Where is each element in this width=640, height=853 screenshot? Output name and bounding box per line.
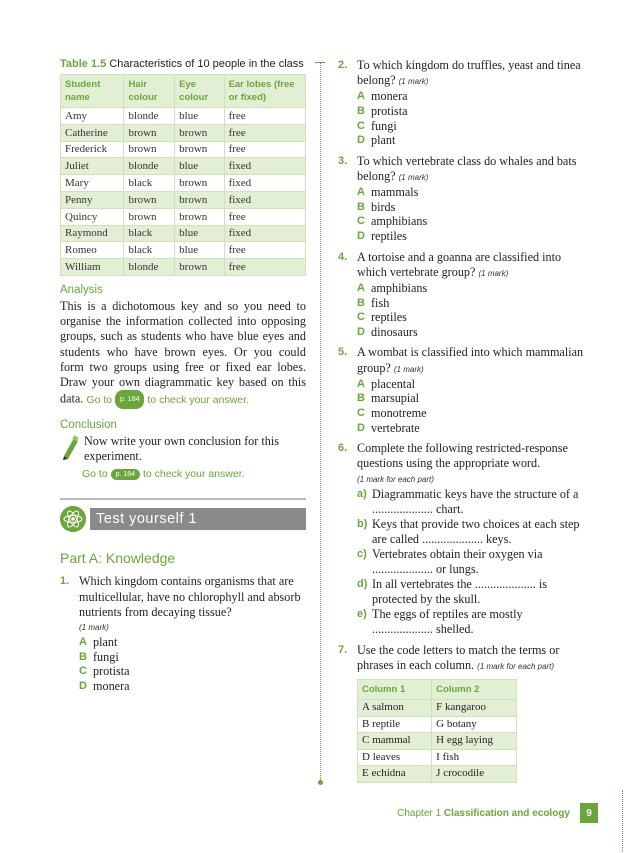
sub-question-text: Keys that provide two choices at each step are called .................... keys.: [372, 516, 580, 546]
question-mark: (1 mark for each part): [357, 474, 434, 484]
matching-header-cell: Column 2: [432, 680, 517, 700]
option-letter: B: [357, 200, 365, 213]
table-caption: [60, 58, 306, 70]
answer-option[interactable]: [79, 635, 306, 650]
table-cell: brown: [175, 124, 224, 141]
option-text: amphibians: [371, 214, 428, 229]
question-text: Complete the following restricted-response questions using the appropriate word.: [357, 441, 568, 471]
matching-row: [358, 733, 517, 750]
option-text: reptiles: [371, 228, 407, 243]
question-text: [79, 574, 306, 635]
question-text: [357, 345, 586, 376]
answer-option[interactable]: [357, 229, 586, 244]
table-header-cell: Student name: [61, 75, 124, 108]
table-cell: brown: [175, 191, 224, 208]
option-letter: D: [79, 679, 87, 692]
option-text: vertebrate: [371, 420, 420, 435]
option-text: fish: [371, 295, 390, 310]
option-letter: B: [79, 650, 87, 663]
option-letter: C: [357, 215, 365, 228]
table-cell: fixed: [224, 191, 305, 208]
answer-option[interactable]: [357, 133, 586, 148]
table-row: [61, 124, 306, 141]
matching-cell: D leaves: [358, 749, 432, 766]
table-cell: Raymond: [61, 225, 124, 242]
option-letter: A: [357, 186, 365, 199]
table-row: [61, 208, 306, 225]
matching-cell: A salmon: [358, 700, 432, 717]
table-row: [61, 141, 306, 158]
atom-icon: [60, 506, 86, 532]
table-cell: black: [124, 242, 175, 259]
sub-question-letter: a): [357, 487, 367, 500]
footer-title: Classification and ecology: [443, 807, 570, 819]
table-cell: blue: [175, 158, 224, 175]
matching-row: [358, 766, 517, 783]
table-cell: free: [224, 208, 305, 225]
matching-header-cell: Column 1: [358, 680, 432, 700]
analysis-goto[interactable]: [86, 394, 249, 406]
question-number: 5.: [338, 346, 348, 359]
analysis-heading: Analysis: [60, 283, 103, 296]
option-text: fungi: [93, 649, 119, 664]
questions-right: [338, 58, 586, 435]
sub-question-text: Vertebrates obtain their oxygen via .................... or lungs.: [372, 546, 543, 576]
answer-option[interactable]: [357, 296, 586, 311]
sub-question-text: Diagrammatic keys have the structure of a .................... chart.: [372, 486, 579, 516]
option-text: protista: [371, 104, 408, 118]
table-cell: blonde: [124, 108, 175, 125]
table-cell: free: [224, 242, 305, 259]
table-cell: blonde: [124, 158, 175, 175]
option-letter: C: [357, 406, 365, 419]
option-letter: C: [79, 665, 87, 678]
table-cell: brown: [124, 141, 175, 158]
table-row: [61, 158, 306, 175]
option-letter: D: [357, 134, 365, 147]
table-cell: Juliet: [61, 158, 124, 175]
conclusion-heading: Conclusion: [60, 419, 117, 432]
option-text: fungi: [371, 118, 397, 133]
option-text: mammals: [371, 185, 419, 200]
table-cell: fixed: [224, 225, 305, 242]
page-footer: [397, 803, 598, 823]
option-text: dinosaurs: [371, 324, 418, 339]
question-mark: (1 mark): [478, 268, 509, 278]
matching-row: [358, 749, 517, 766]
table-cell: brown: [175, 208, 224, 225]
goto-prefix: Go to: [82, 468, 108, 481]
table-header-cell: Hair colour: [124, 75, 175, 108]
table-cell: blue: [175, 242, 224, 259]
table-cell: blue: [175, 108, 224, 125]
question-1: [60, 574, 306, 693]
conclusion-text: Now write your own conclusion for this experiment.: [84, 434, 279, 464]
option-text: protista: [93, 664, 130, 679]
table-cell: fixed: [224, 158, 305, 175]
table-cell: Frederick: [61, 141, 124, 158]
goto-suffix: to check your answer.: [147, 393, 249, 406]
answer-option[interactable]: [357, 325, 586, 340]
pencil-icon: [60, 434, 80, 460]
option-letter: C: [357, 311, 365, 324]
sub-question: [357, 547, 586, 577]
table-cell: brown: [124, 124, 175, 141]
sub-question: [357, 577, 586, 607]
answer-option[interactable]: [357, 377, 586, 392]
question-3: [338, 154, 586, 244]
option-letter: B: [357, 392, 365, 405]
table-header-cell: Eye colour: [175, 75, 224, 108]
matching-cell: I fish: [432, 749, 517, 766]
sub-question-letter: b): [357, 517, 368, 530]
right-column: [338, 58, 586, 789]
question-text: [357, 643, 586, 674]
answer-option[interactable]: [357, 214, 586, 229]
sub-question: [357, 607, 586, 637]
questions-left: [60, 574, 306, 693]
column-divider: [320, 62, 321, 780]
question-mark: (1 mark): [79, 623, 109, 632]
question-text-body: Use the code letters to match the terms or phrases in each column.: [357, 642, 560, 672]
table-cell: Quincy: [61, 208, 124, 225]
matching-cell: E echidna: [358, 766, 432, 783]
question-2: [338, 58, 586, 148]
table-cell: blonde: [124, 259, 175, 276]
question-4: [338, 250, 586, 340]
question-text: [357, 154, 586, 185]
table-cell: Penny: [61, 191, 124, 208]
question-mark: (1 mark): [398, 77, 429, 87]
answer-option[interactable]: [79, 679, 306, 694]
table-cell: Mary: [61, 175, 124, 192]
question-number: 6.: [338, 442, 348, 455]
question-mark: (1 mark): [393, 364, 424, 374]
goto-prefix: Go to: [86, 393, 113, 406]
table-cell: brown: [124, 191, 175, 208]
option-text: marsupial: [371, 391, 420, 406]
table-header-cell: Ear lobes (free or fixed): [224, 75, 305, 108]
table-cell: black: [124, 175, 175, 192]
question-text: [357, 250, 586, 281]
table-cell: Romeo: [61, 242, 124, 259]
footer-chapter: Chapter 1: [397, 807, 442, 819]
table-cell: brown: [124, 208, 175, 225]
question-number: 4.: [338, 250, 348, 263]
goto-suffix: to check your answer.: [143, 468, 245, 481]
option-letter: A: [357, 377, 365, 390]
table-cell: brown: [175, 175, 224, 192]
page-ref-badge[interactable]: p. 184: [115, 390, 144, 409]
table-row: [61, 259, 306, 276]
question-6: [338, 441, 586, 637]
question-number: 3.: [338, 154, 348, 167]
conclusion-goto[interactable]: [82, 468, 306, 480]
table-cell: brown: [175, 141, 224, 158]
test-yourself-title: Test yourself 1: [90, 508, 306, 530]
answer-option[interactable]: [357, 119, 586, 134]
question-number: 7.: [338, 643, 348, 656]
answer-option[interactable]: [357, 185, 586, 200]
question-text-body: To which vertebrate class do whales and bats belong?: [357, 153, 577, 183]
analysis-text: [60, 299, 306, 409]
table-cell: blue: [175, 225, 224, 242]
option-letter: A: [357, 90, 365, 103]
option-letter: D: [357, 421, 365, 434]
left-column: [60, 58, 306, 700]
option-text: monera: [93, 678, 130, 693]
conclusion-row: [60, 434, 306, 464]
question-5: [338, 345, 586, 435]
table-cell: brown: [175, 259, 224, 276]
answer-option[interactable]: [357, 281, 586, 296]
question-text-body: To which kingdom do truffles, yeast and tinea belong?: [357, 58, 581, 88]
answer-option[interactable]: [357, 310, 586, 325]
sub-question-letter: c): [357, 547, 367, 560]
option-text: plant: [93, 635, 118, 650]
table-cell: black: [124, 225, 175, 242]
answer-option[interactable]: [357, 421, 586, 436]
table-row: [61, 108, 306, 125]
option-text: monera: [371, 89, 408, 104]
answer-option[interactable]: [79, 664, 306, 679]
matching-cell: J crocodile: [432, 766, 517, 783]
matching-cell: G botany: [432, 716, 517, 733]
option-text: birds: [371, 199, 396, 214]
option-letter: A: [79, 636, 87, 649]
table-cell: Amy: [61, 108, 124, 125]
table-cell: free: [224, 259, 305, 276]
option-text: reptiles: [371, 310, 407, 325]
table-cell: William: [61, 259, 124, 276]
table-caption-text: Characteristics of 10 people in the class: [109, 58, 304, 70]
sub-question: [357, 517, 586, 547]
answer-option[interactable]: [79, 650, 306, 665]
answer-option[interactable]: [357, 406, 586, 421]
table-cell: Catherine: [61, 124, 124, 141]
table-row: [61, 191, 306, 208]
question-7: [338, 643, 586, 783]
sub-question: [357, 487, 586, 517]
table-cell: free: [224, 124, 305, 141]
table-cell: free: [224, 141, 305, 158]
matching-cell: F kangaroo: [432, 700, 517, 717]
test-yourself-banner: [60, 502, 306, 536]
matching-cell: B reptile: [358, 716, 432, 733]
answer-option[interactable]: [357, 89, 586, 104]
matching-table: [357, 679, 517, 783]
question-number: 1.: [60, 575, 70, 588]
question-text: [357, 58, 586, 89]
matching-row: [358, 700, 517, 717]
question-text-body: A tortoise and a goanna are classified into which vertebrate group?: [357, 249, 562, 279]
table-row: [61, 242, 306, 259]
answer-option[interactable]: [357, 200, 586, 215]
sub-question-text: The eggs of reptiles are mostly .................... shelled.: [372, 606, 523, 636]
table-cell: free: [224, 108, 305, 125]
analysis-body: This is a dichotomous key and so you need to organise the information collected into opposing groups, such as students who have blue eyes and students who have brown eyes. Or you could form two groups using free or fixed ear lobes. Draw your own diagrammatic key based on this data.: [60, 298, 306, 406]
answer-option[interactable]: [357, 104, 586, 119]
question-mark: (1 mark for each part): [477, 661, 555, 671]
page-number: 9: [580, 803, 598, 823]
option-text: placental: [371, 376, 415, 391]
option-letter: C: [357, 119, 365, 132]
sub-question-letter: d): [357, 577, 368, 590]
footer-divider: [622, 790, 623, 852]
option-text: plant: [371, 133, 396, 148]
matching-cell: C mammal: [358, 733, 432, 750]
option-text: amphibians: [371, 280, 428, 295]
option-letter: D: [357, 325, 365, 338]
table-row: [61, 225, 306, 242]
page-ref-badge[interactable]: p. 184: [111, 469, 140, 480]
question-mark: (1 mark): [398, 172, 429, 182]
option-letter: D: [357, 229, 365, 242]
sub-question-letter: e): [357, 607, 367, 620]
table-label: Table 1.5: [60, 58, 107, 70]
option-letter: B: [357, 105, 365, 117]
question-text-body: Which kingdom contains organisms that are multicellular, have no chlorophyll and absorb nutrients from decaying tissue?: [79, 574, 301, 619]
part-a-heading: Part A: Knowledge: [60, 550, 176, 567]
table-cell: fixed: [224, 175, 305, 192]
answer-option[interactable]: [357, 391, 586, 406]
matching-row: [358, 716, 517, 733]
banner-rule: [60, 498, 306, 500]
table-row: [61, 175, 306, 192]
sub-question-text: In all vertebrates the .................... is protected by the skull.: [372, 576, 547, 606]
characteristics-table: [60, 74, 306, 276]
option-letter: B: [357, 296, 365, 309]
option-text: monotreme: [371, 405, 427, 420]
matching-cell: H egg laying: [432, 733, 517, 750]
question-text-body: A wombat is classified into which mammalian group?: [357, 345, 584, 375]
question-number: 2.: [338, 59, 348, 71]
column-divider-dot: [318, 780, 323, 785]
option-letter: A: [357, 281, 365, 294]
q6-parts: [357, 487, 586, 637]
